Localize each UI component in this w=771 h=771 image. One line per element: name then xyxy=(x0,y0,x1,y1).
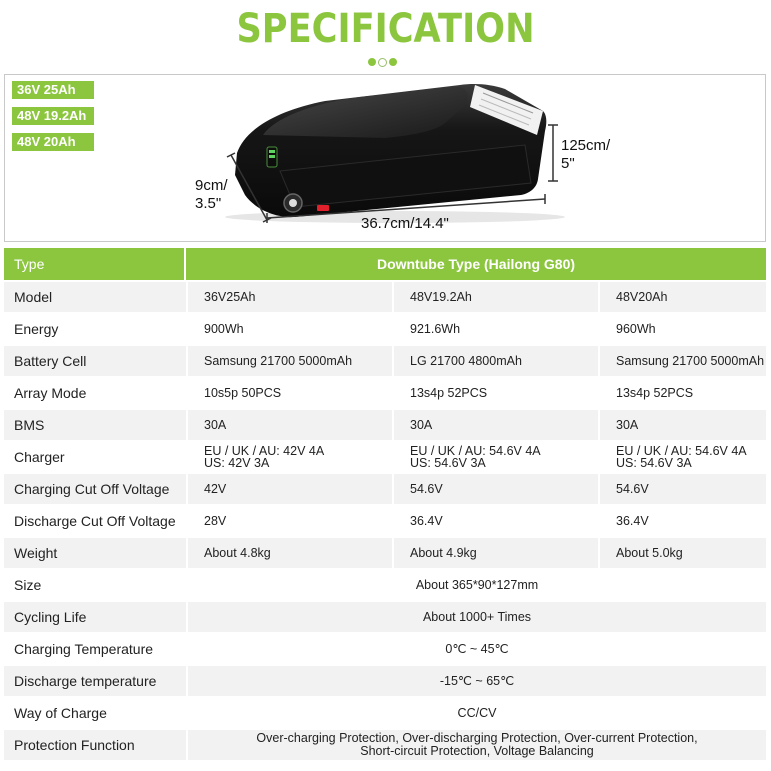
table-row xyxy=(4,506,766,536)
row-label: Discharge temperature xyxy=(4,666,186,696)
row-value: 42V xyxy=(186,474,392,504)
row-value: EU / UK / AU: 54.6V 4A US: 54.6V 3A xyxy=(598,442,766,472)
row-value: 30A xyxy=(598,410,766,440)
specification-table xyxy=(4,246,766,762)
row-value: 54.6V xyxy=(598,474,766,504)
height-dimension-label: 125cm/ 5" xyxy=(561,137,611,172)
row-label: Charger xyxy=(14,449,65,465)
row-label: Model xyxy=(4,282,186,312)
row-label: Charging Cut Off Voltage xyxy=(4,474,186,504)
row-value: 13s4p 52PCS xyxy=(598,378,766,408)
length-dimension-label: 36.7cm/14.4" xyxy=(361,215,449,232)
table-row xyxy=(4,698,766,728)
carousel-dot[interactable] xyxy=(368,58,376,66)
row-value: About 4.8kg xyxy=(186,538,392,568)
variant-badge: 48V 20Ah xyxy=(12,133,94,151)
table-row xyxy=(4,538,766,568)
product-image-panel xyxy=(4,74,766,242)
carousel-dots xyxy=(368,58,399,68)
row-label: Battery Cell xyxy=(4,346,186,376)
table-header-row xyxy=(4,248,766,280)
row-label: Protection Function xyxy=(4,730,186,760)
row-label: Size xyxy=(14,577,42,593)
row-label: Weight xyxy=(4,538,186,568)
table-row xyxy=(4,634,766,664)
row-label: Discharge Cut Off Voltage xyxy=(14,513,176,529)
row-value: 48V20Ah xyxy=(598,282,766,312)
row-value: Samsung 21700 5000mAh xyxy=(598,346,766,376)
row-value: EU / UK / AU: 54.6V 4A US: 54.6V 3A xyxy=(392,442,598,472)
row-value: About 5.0kg xyxy=(598,538,766,568)
row-value-span: CC/CV xyxy=(186,698,766,728)
row-label: BMS xyxy=(4,410,186,440)
table-row xyxy=(4,602,766,632)
row-label: Array Mode xyxy=(14,385,87,401)
header-type-label: Type xyxy=(4,248,186,280)
row-value: Samsung 21700 5000mAh xyxy=(186,346,392,376)
row-value: 36V25Ah xyxy=(186,282,392,312)
row-value-span: 0℃ ~ 45℃ xyxy=(186,634,766,664)
row-label: Charging Temperature xyxy=(14,641,154,657)
table-row xyxy=(4,730,766,760)
table-row xyxy=(4,410,766,440)
width-dimension-label: 9cm/ 3.5" xyxy=(195,177,228,212)
row-value: 48V19.2Ah xyxy=(392,282,598,312)
carousel-dot[interactable] xyxy=(389,58,397,66)
row-value: 28V xyxy=(186,506,392,536)
table-row xyxy=(4,346,766,376)
table-row xyxy=(4,442,766,472)
variant-badge: 36V 25Ah xyxy=(12,81,94,99)
row-value-span: About 365*90*127mm xyxy=(186,570,766,600)
carousel-dot-active[interactable] xyxy=(378,58,387,67)
table-row xyxy=(4,378,766,408)
row-label: Way of Charge xyxy=(14,705,107,721)
row-value: 13s4p 52PCS xyxy=(392,378,598,408)
table-row xyxy=(4,314,766,344)
row-value: 36.4V xyxy=(392,506,598,536)
row-value: 900Wh xyxy=(186,314,392,344)
table-row xyxy=(4,666,766,696)
row-value: LG 21700 4800mAh xyxy=(392,346,598,376)
row-value: 960Wh xyxy=(598,314,766,344)
row-value: 921.6Wh xyxy=(392,314,598,344)
variant-badge: 48V 19.2Ah xyxy=(12,107,94,125)
row-value: 54.6V xyxy=(392,474,598,504)
table-row xyxy=(4,570,766,600)
row-value: 36.4V xyxy=(598,506,766,536)
row-value-span: About 1000+ Times xyxy=(186,602,766,632)
page-title: SPECIFICATION xyxy=(236,6,535,52)
row-label: Energy xyxy=(14,321,59,337)
row-label: Cycling Life xyxy=(4,602,186,632)
row-value: 30A xyxy=(392,410,598,440)
table-row xyxy=(4,474,766,504)
row-value: 10s5p 50PCS xyxy=(186,378,392,408)
row-value-span: -15℃ ~ 65℃ xyxy=(186,666,766,696)
table-row xyxy=(4,282,766,312)
header-type-value: Downtube Type (Hailong G80) xyxy=(186,248,766,280)
row-value: 30A xyxy=(186,410,392,440)
row-value-span: Over-charging Protection, Over-discharging Protection, Over-current Protection, Short-circuit Protection, Voltage Balancing xyxy=(186,730,766,760)
row-value: About 4.9kg xyxy=(392,538,598,568)
row-value: EU / UK / AU: 42V 4A US: 42V 3A xyxy=(186,442,392,472)
